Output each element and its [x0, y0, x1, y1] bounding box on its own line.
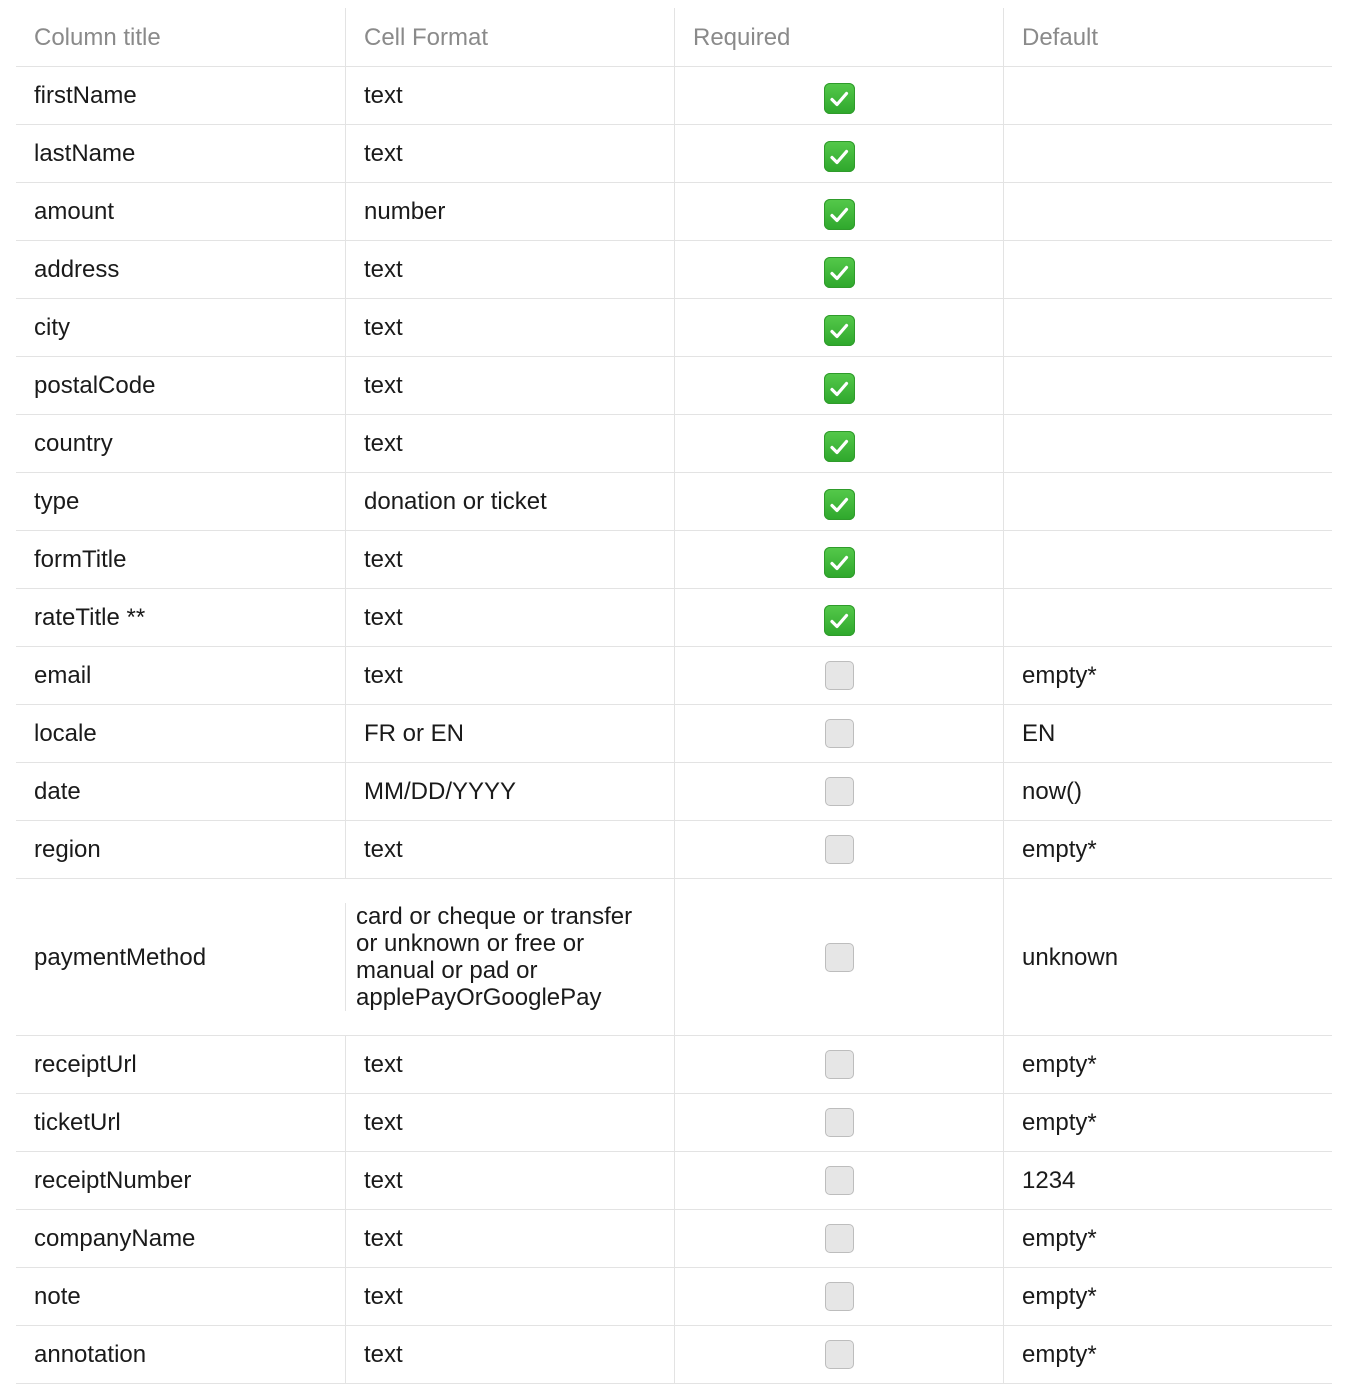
table-row	[16, 705, 1332, 763]
unchecked-box-icon	[825, 777, 854, 806]
check-mark-button-icon	[824, 547, 855, 578]
cell-format-cell	[345, 415, 674, 472]
table-row	[16, 357, 1332, 415]
default-cell	[1003, 125, 1332, 182]
cell-format-text: FR or EN	[364, 720, 465, 747]
table-row	[16, 473, 1332, 531]
required-cell	[674, 67, 1003, 124]
default-cell	[1003, 531, 1332, 588]
default-cell: empty*	[1003, 647, 1332, 704]
header-default: Default	[1003, 8, 1332, 66]
cell-format-text: text	[364, 1051, 403, 1078]
column-title-cell: email	[34, 662, 92, 689]
column-title-cell: annotation	[34, 1341, 147, 1368]
table-row	[16, 647, 1332, 705]
table-row	[16, 1036, 1332, 1094]
required-cell	[674, 415, 1003, 472]
cell-format-cell	[345, 1094, 674, 1151]
column-title-cell: companyName	[34, 1225, 196, 1252]
required-cell	[674, 125, 1003, 182]
cell-format-text: text	[364, 256, 403, 283]
column-title-cell: rateTitle **	[34, 604, 146, 631]
default-cell	[1003, 415, 1332, 472]
table-row	[16, 241, 1332, 299]
cell-format-text: text	[364, 1341, 403, 1368]
cell-format-text: text	[364, 1167, 403, 1194]
table-row	[16, 1094, 1332, 1152]
column-title-cell: amount	[34, 198, 115, 225]
column-title-cell: country	[34, 430, 113, 457]
default-cell: now()	[1003, 763, 1332, 820]
default-cell	[1003, 299, 1332, 356]
unchecked-box-icon	[825, 1166, 854, 1195]
cell-format-cell	[345, 705, 674, 762]
table-body	[16, 67, 1332, 1384]
unchecked-box-icon	[825, 661, 854, 690]
table-row	[16, 763, 1332, 821]
default-cell: empty*	[1003, 1268, 1332, 1325]
required-cell	[674, 1036, 1003, 1093]
required-cell	[674, 531, 1003, 588]
required-cell	[674, 763, 1003, 820]
column-title-cell: city	[34, 314, 70, 341]
table-row	[16, 125, 1332, 183]
table-row	[16, 589, 1332, 647]
table-row	[16, 67, 1332, 125]
required-cell	[674, 879, 1003, 1035]
cell-format-cell	[345, 241, 674, 298]
column-title-cell: lastName	[34, 140, 136, 167]
cell-format-text: text	[364, 372, 403, 399]
required-cell	[674, 1268, 1003, 1325]
column-title-cell: postalCode	[34, 372, 156, 399]
cell-format-text: text	[364, 430, 403, 457]
cell-format-cell	[345, 1268, 674, 1325]
required-cell	[674, 241, 1003, 298]
check-mark-button-icon	[824, 199, 855, 230]
check-mark-button-icon	[824, 315, 855, 346]
cell-format-cell	[345, 647, 674, 704]
required-cell	[674, 589, 1003, 646]
cell-format-text: text	[364, 546, 403, 573]
table-row	[16, 1210, 1332, 1268]
cell-format-text: text	[364, 82, 403, 109]
default-cell	[1003, 67, 1332, 124]
cell-format-cell	[345, 183, 674, 240]
default-cell	[1003, 473, 1332, 530]
unchecked-box-icon	[825, 835, 854, 864]
column-title-cell: firstName	[34, 82, 137, 109]
required-cell	[674, 1152, 1003, 1209]
cell-format-cell	[345, 473, 674, 530]
cell-format-text: text	[364, 1109, 403, 1136]
column-title-cell: receiptUrl	[34, 1051, 137, 1078]
column-title-cell: ticketUrl	[34, 1109, 121, 1136]
unchecked-box-icon	[825, 1224, 854, 1253]
check-mark-button-icon	[824, 257, 855, 288]
cell-format-text: text	[364, 836, 403, 863]
cell-format-cell	[345, 763, 674, 820]
table-row	[16, 879, 1332, 1036]
cell-format-cell	[345, 299, 674, 356]
default-cell: empty*	[1003, 1094, 1332, 1151]
table-header-row	[16, 8, 1332, 67]
cell-format-cell	[345, 1036, 674, 1093]
cell-format-cell	[345, 589, 674, 646]
cell-format-text: text	[364, 1225, 403, 1252]
check-mark-button-icon	[824, 141, 855, 172]
required-cell	[674, 1094, 1003, 1151]
check-mark-button-icon	[824, 373, 855, 404]
check-mark-button-icon	[824, 431, 855, 462]
table-row	[16, 821, 1332, 879]
column-title-cell: locale	[34, 720, 97, 747]
column-title-cell: formTitle	[34, 546, 127, 573]
column-title-cell: paymentMethod	[34, 943, 207, 971]
default-cell: 1234	[1003, 1152, 1332, 1209]
column-title-cell: address	[34, 256, 120, 283]
default-cell	[1003, 357, 1332, 414]
cell-format-text: MM/DD/YYYY	[364, 778, 517, 805]
default-cell: empty*	[1003, 1326, 1332, 1383]
unchecked-box-icon	[825, 1050, 854, 1079]
cell-format-text: text	[364, 604, 403, 631]
cell-format-cell	[345, 531, 674, 588]
cell-format-text: text	[364, 314, 403, 341]
column-title-cell: region	[34, 836, 101, 863]
check-mark-button-icon	[824, 83, 855, 114]
header-cell-format: Cell Format	[345, 8, 674, 66]
check-mark-button-icon	[824, 605, 855, 636]
required-cell	[674, 183, 1003, 240]
table-row	[16, 1268, 1332, 1326]
table-row	[16, 1152, 1332, 1210]
cell-format-cell	[345, 67, 674, 124]
table-row	[16, 531, 1332, 589]
unchecked-box-icon	[825, 1340, 854, 1369]
cell-format-cell	[345, 357, 674, 414]
required-cell	[674, 1210, 1003, 1267]
default-cell	[1003, 241, 1332, 298]
table-row	[16, 1326, 1332, 1384]
cell-format-text: text	[364, 662, 403, 689]
default-cell	[1003, 589, 1332, 646]
required-cell	[674, 821, 1003, 878]
check-mark-button-icon	[824, 489, 855, 520]
cell-format-text: text	[364, 1283, 403, 1310]
required-cell	[674, 705, 1003, 762]
required-cell	[674, 647, 1003, 704]
default-cell	[1003, 183, 1332, 240]
unchecked-box-icon	[825, 1282, 854, 1311]
table-row	[16, 415, 1332, 473]
default-cell: empty*	[1003, 1210, 1332, 1267]
cell-format-cell	[345, 1210, 674, 1267]
cell-format-cell	[345, 903, 674, 1011]
required-cell	[674, 1326, 1003, 1383]
default-cell: unknown	[1003, 879, 1332, 1035]
cell-format-text: card or cheque or transfer or unknown or free or manual or pad or applePayOrGooglePay	[356, 903, 633, 1011]
table-row	[16, 183, 1332, 241]
cell-format-text: text	[364, 140, 403, 167]
header-required: Required	[674, 8, 1003, 66]
unchecked-box-icon	[825, 719, 854, 748]
cell-format-cell	[345, 1326, 674, 1383]
column-title-cell: date	[34, 778, 81, 805]
default-cell: empty*	[1003, 1036, 1332, 1093]
header-column-title: Column title	[34, 23, 161, 51]
column-title-cell: note	[34, 1283, 81, 1310]
table-row	[16, 299, 1332, 357]
required-cell	[674, 299, 1003, 356]
cell-format-cell	[345, 125, 674, 182]
columns-table	[16, 8, 1332, 1384]
required-cell	[674, 473, 1003, 530]
column-title-cell: type	[34, 488, 80, 515]
cell-format-cell	[345, 821, 674, 878]
cell-format-text: number	[364, 198, 446, 225]
cell-format-text: donation or ticket	[364, 488, 547, 515]
default-cell: EN	[1003, 705, 1332, 762]
required-cell	[674, 357, 1003, 414]
cell-format-cell	[345, 1152, 674, 1209]
default-cell: empty*	[1003, 821, 1332, 878]
unchecked-box-icon	[825, 943, 854, 972]
unchecked-box-icon	[825, 1108, 854, 1137]
column-title-cell: receiptNumber	[34, 1167, 192, 1194]
